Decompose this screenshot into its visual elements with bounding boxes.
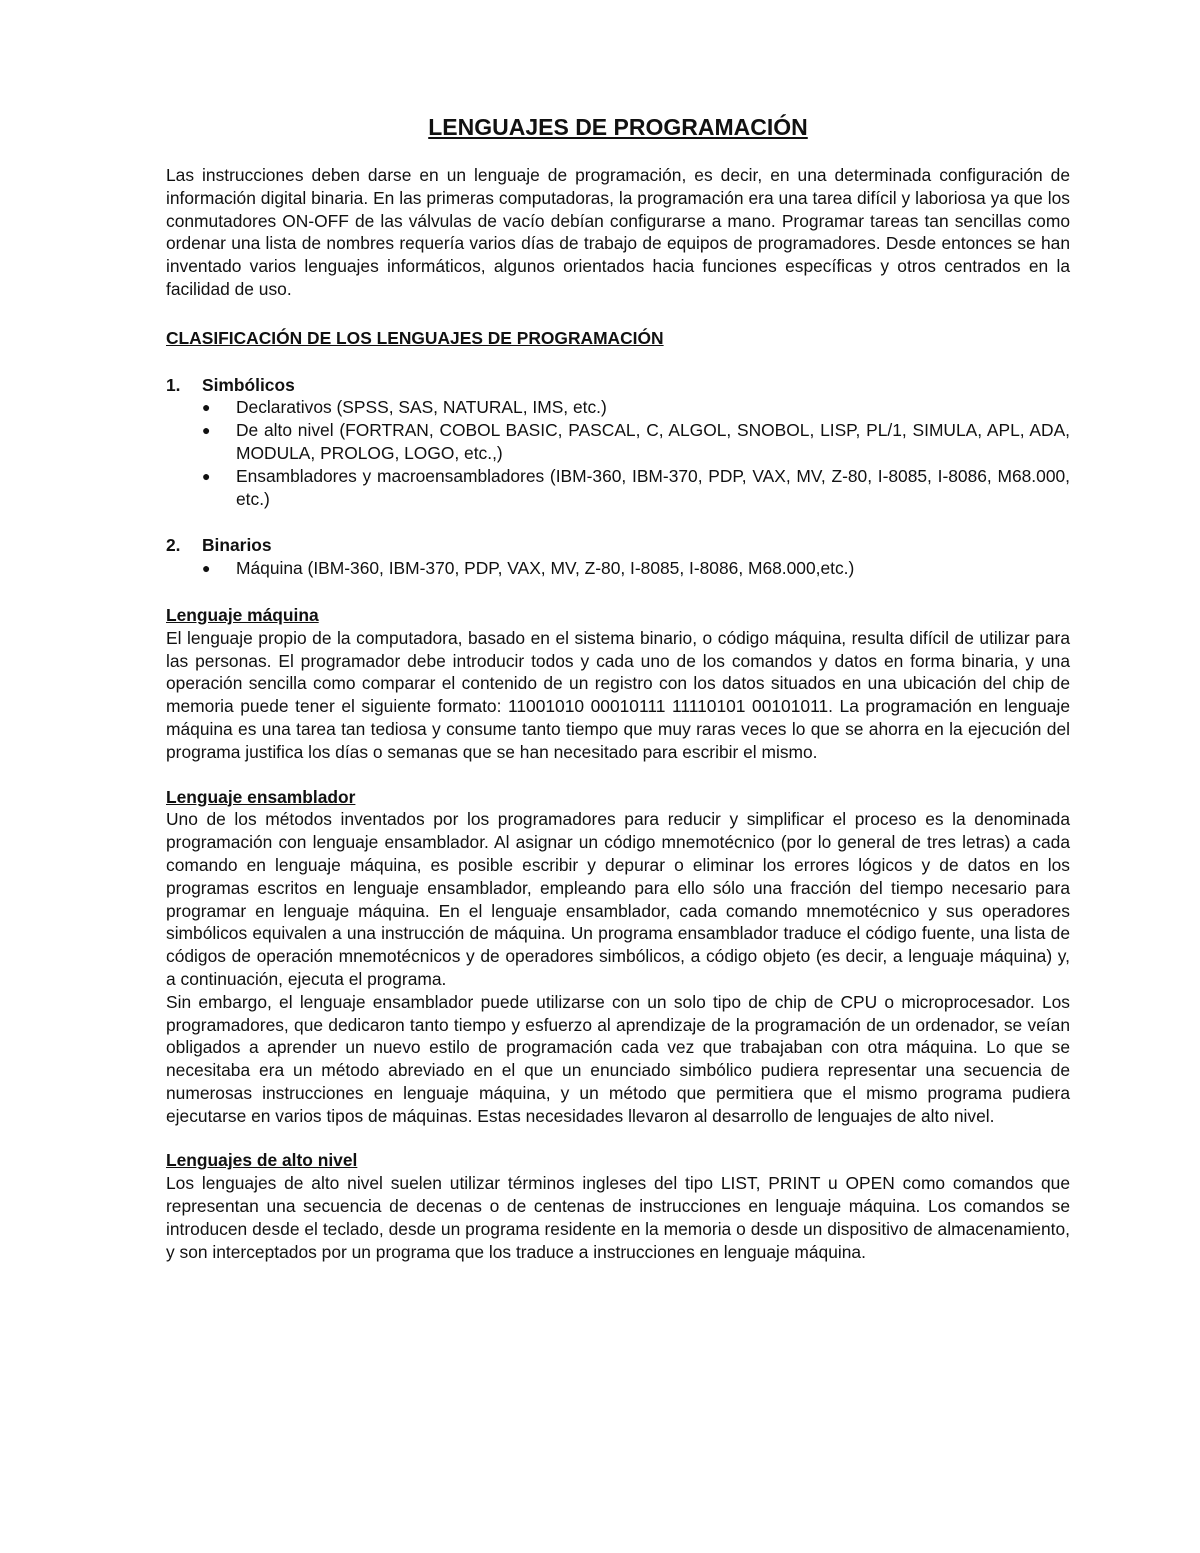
numbered-item-title	[166, 534, 1070, 557]
bullet-icon: ●	[202, 399, 211, 416]
section-heading-high-level-languages: Lenguajes de alto nivel	[166, 1150, 358, 1171]
list-item	[202, 557, 1070, 580]
classification-heading: CLASIFICACIÓN DE LOS LENGUAJES DE PROGRAMACIÓN	[166, 327, 664, 348]
document-page	[166, 112, 1070, 1263]
document-title: LENGUAJES DE PROGRAMACIÓN	[428, 114, 808, 140]
item-label: Binarios	[202, 535, 272, 556]
list-item-text: De alto nivel (FORTRAN, COBOL BASIC, PASCAL, C, ALGOL, SNOBOL, LISP, PL/1, SIMULA, APL, ADA, MODULA, PROLOG, LOGO, etc.,)	[236, 420, 1070, 463]
section-paragraph: Los lenguajes de alto nivel suelen utilizar términos ingleses del tipo LIST, PRINT u OPEN como comandos que representan una secuencia de decenas o de centenas de instrucciones en lenguaje máquina. Los comandos se introducen desde el teclado, desde un programa residente en la memoria o desde un dispositivo de almacenamiento, y son interceptados por un programa que los traduce a instrucciones en lenguaje máquina.	[166, 1173, 1070, 1262]
intro-paragraph: Las instrucciones deben darse en un lenguaje de programación, es decir, en una determinada configuración de información digital binaria. En las primeras computadoras, la programación era una tarea difícil y laboriosa ya que los conmutadores ON-OFF de las válvulas de vacío debían configurarse a mano. Programar tareas tan sencillas como ordenar una lista de nombres requería varios días de trabajo de equipos de programadores. Desde entonces se han inventado varios lenguajes informáticos, algunos orientados hacia funciones específicas y otros centrados en la facilidad de uso.	[166, 165, 1070, 299]
item-number: 2.	[166, 535, 181, 556]
bullet-list	[166, 557, 1070, 580]
list-item	[202, 396, 1070, 419]
numbered-item-title	[166, 374, 1070, 397]
section-heading-machine-language: Lenguaje máquina	[166, 604, 319, 625]
section-heading-assembly-language: Lenguaje ensamblador	[166, 786, 356, 807]
section-paragraph: El lenguaje propio de la computadora, basado en el sistema binario, o código máquina, resulta difícil de utilizar para las personas. El programador debe introducir todos y cada uno de los comandos y datos en forma binaria, y una operación sencilla como comparar el contenido de un registro con los datos situados en una ubicación del chip de memoria puede tener el siguiente formato: 11001010 00010111 11110101 00101011. La programación en lenguaje máquina es una tarea tan tediosa y consume tanto tiempo que muy raras veces lo que se ahorra en la ejecución del programa justifica los días o semanas que se han necesitado para escribir el mismo.	[166, 627, 1070, 762]
bullet-icon: ●	[202, 467, 211, 484]
numbered-item-binary	[166, 534, 1070, 580]
bullet-icon: ●	[202, 422, 211, 439]
item-number: 1.	[166, 374, 181, 395]
bullet-list	[166, 396, 1070, 510]
list-item-text: Ensambladores y macroensambladores (IBM-360, IBM-370, PDP, VAX, MV, Z-80, I-8085, I-8086, M68.000, etc.)	[236, 465, 1070, 509]
list-item-text: Declarativos (SPSS, SAS, NATURAL, IMS, etc.)	[236, 397, 607, 418]
list-item-text: Máquina (IBM-360, IBM-370, PDP, VAX, MV, Z-80, I-8085, I-8086, M68.000,etc.)	[236, 558, 855, 579]
section-paragraph: Sin embargo, el lenguaje ensamblador puede utilizarse con un solo tipo de chip de CPU o microprocesador. Los programadores, que dedicaron tanto tiempo y esfuerzo al aprendizaje de la programación de un ordenador, se veían obligados a aprender un nuevo estilo de programación cada vez que trabajaban con otra máquina. Lo que se necesitaba era un método abreviado en el que un enunciado simbólico pudiera representar una secuencia de numerosas instrucciones en lenguaje máquina, y un método que permitiera que el mismo programa pudiera ejecutarse en varios tipos de máquinas. Estas necesidades llevaron al desarrollo de lenguajes de alto nivel.	[166, 991, 1070, 1126]
list-item	[202, 419, 1070, 465]
list-item	[202, 465, 1070, 511]
numbered-item-symbolic	[166, 374, 1070, 511]
bullet-icon: ●	[202, 560, 211, 577]
item-label: Simbólicos	[202, 374, 295, 395]
section-paragraph: Uno de los métodos inventados por los programadores para reducir y simplificar el proceso es la denominada programación con lenguaje ensamblador. Al asignar un código mnemotécnico (por lo general de tres letras) a cada comando en lenguaje máquina, es posible escribir y depurar o eliminar los errores lógicos y de datos en los programas escritos en lenguaje ensamblador, empleando para ello sólo una fracción del tiempo necesario para programar en lenguaje máquina. En el lenguaje ensamblador, cada comando mnemotécnico y sus operadores simbólicos equivalen a una instrucción de máquina. Un programa ensamblador traduce el código fuente, una lista de códigos de operación mnemotécnicos y de operadores simbólicos, a código objeto (es decir, a lenguaje máquina) y, a continuación, ejecuta el programa.	[166, 809, 1070, 989]
